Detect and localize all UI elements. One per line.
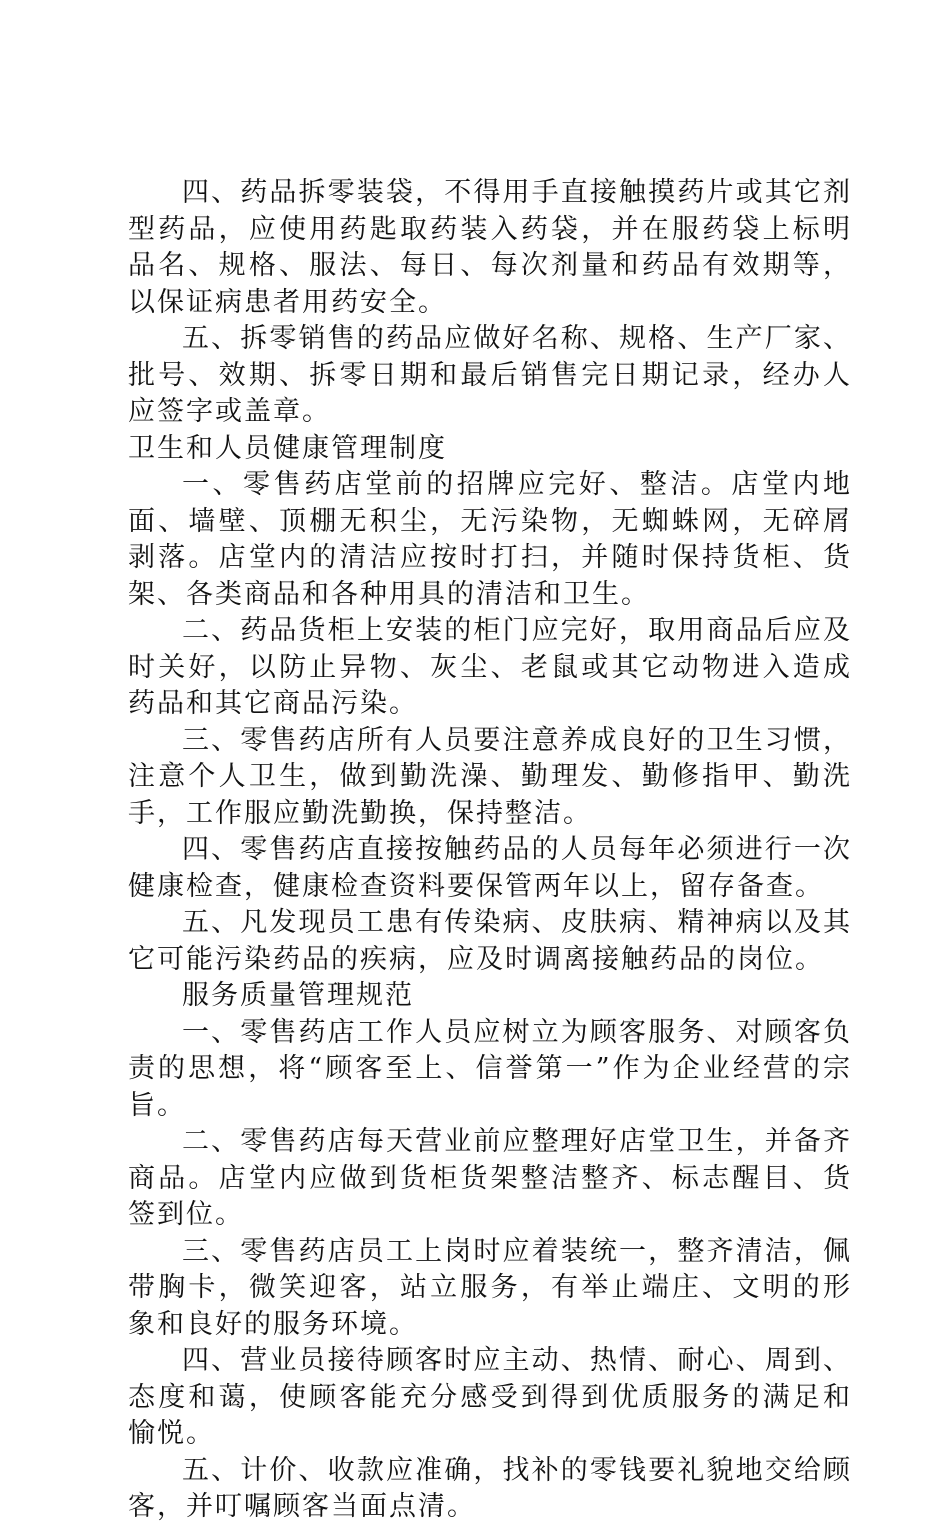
paragraph: 五、凡发现员工患有传染病、皮肤病、精神病以及其它可能污染药品的疾病，应及时调离接触药品的岗位。 [128,907,852,975]
paragraph: 二、零售药店每天营业前应整理好店堂卫生，并备齐商品。店堂内应做到货柜货架整洁整齐、标志醒目、货签到位。 [128,1126,852,1230]
document-body [128,175,852,1526]
paragraph: 三、零售药店所有人员要注意养成良好的卫生习惯，注意个人卫生，做到勤洗澡、勤理发、勤修指甲、勤洗手，工作服应勤洗勤换，保持整洁。 [128,724,852,829]
paragraph: 四、零售药店直接按触药品的人员每年必须进行一次健康检查，健康检查资料要保管两年以上，留存备查。 [128,834,852,902]
paragraph: 四、营业员接待顾客时应主动、热情、耐心、周到、态度和蔼，使顾客能充分感受到得到优质服务的满足和愉悦。 [128,1345,852,1449]
paragraph: 四、药品拆零装袋，不得用手直接触摸药片或其它剂型药品，应使用药匙取药装入药袋，并在服药袋上标明品名、规格、服法、每日、每次剂量和药品有效期等，以保证病患者用药安全。 [128,177,852,318]
paragraph: 一、零售药店堂前的招牌应完好、整洁。店堂内地面、墙壁、顶棚无积尘，无污染物，无蜘蛛网，无碎屑剥落。店堂内的清洁应按时打扫，并随时保持货柜、货架、各类商品和各种用具的清洁和卫生。 [128,469,852,610]
paragraph: 一、零售药店工作人员应树立为顾客服务、对顾客负责的思想，将“顾客至上、信誉第一”作为企业经营的宗旨。 [128,1016,852,1121]
paragraph: 二、药品货柜上安装的柜门应完好，取用商品后应及时关好，以防止异物、灰尘、老鼠或其它动物进入造成药品和其它商品污染。 [128,615,852,719]
paragraph: 五、计价、收款应准确，找补的零钱要礼貌地交给顾客，并叮嘱顾客当面点清。 [128,1454,852,1522]
paragraph: 五、拆零销售的药品应做好名称、规格、生产厂家、批号、效期、拆零日期和最后销售完日期记录，经办人应签字或盖章。 [128,323,852,427]
paragraph: 三、零售药店员工上岗时应着装统一，整齐清洁，佩带胸卡，微笑迎客，站立服务，有举止端庄、文明的形象和良好的服务环境。 [128,1235,852,1340]
section-heading: 卫生和人员健康管理制度 [128,432,447,464]
section-heading: 服务质量管理规范 [182,980,414,1011]
